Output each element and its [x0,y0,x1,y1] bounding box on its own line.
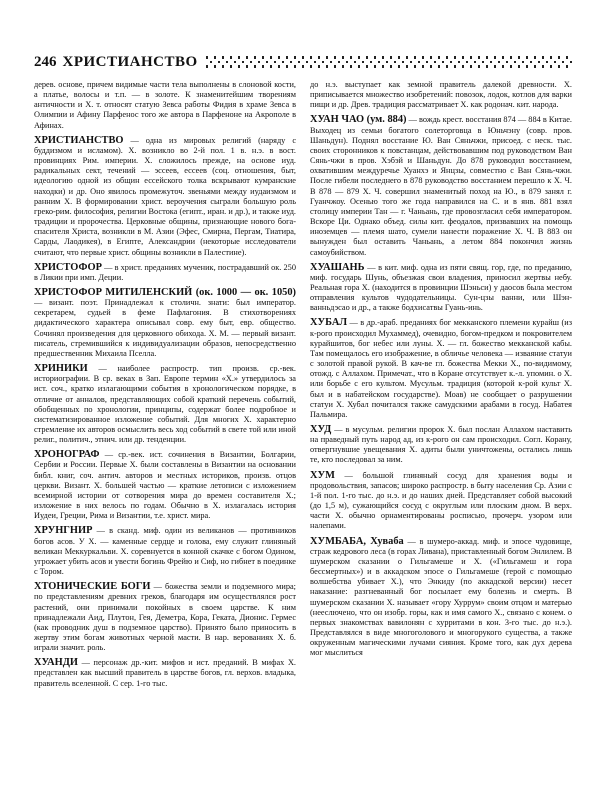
left-column [34,80,296,784]
entry-term: ХУАШАНЬ [310,261,365,273]
header-ornament [206,56,572,68]
entry-term: ХУМБАБА, Хуваба [310,535,404,547]
running-head: ХРИСТИАНСТВО [62,53,198,70]
entry-text: — визант. поэт. Принадлежал к столичн. знати: был император. секретарем, судьей в феме Пафлагония. В стихотворениях дидактического характера описывал совр. ему быт, евр. общество. Сочинял произведения для церковного обихода. Х. М. — первый визант. писатель, стремившийся к индивидуализации образов, непосредственно предшественник Михаила Пселла. [34,298,296,358]
entry-term: ХУМ [310,469,335,481]
text-columns [34,80,572,784]
entry-term: ХРИСТИАНСТВО [34,134,124,146]
dictionary-entry [310,425,572,466]
dictionary-entry [310,537,572,659]
page-header [34,52,572,72]
dictionary-entry [34,136,296,258]
entry-text: — ср.-век. ист. сочинения в Византии, Болгарии, Сербии и России. Первые Х. были составлены в Византии на основании библ. книг, соч. антич. авторов и местных историков, произв. отцов церкви. Визант. Х. большей частью — краткие летописи с изложением всемирной истории от сотворения мира до времен составителя Х.; изложение в них велось по годам. Обычно в Х. излагалась история Иудеи, Греции, Рима и Византии, т.е. христ. мира. [34,450,296,521]
dictionary-entry [34,526,296,577]
entry-text: — персонаж др.-кит. мифов и ист. преданий. В мифах Х. представлен как высший правитель в царстве богов, гл. верхов. владыка, правитель вселенной. С сер. 1-го тыс. [34,658,296,688]
entry-term: ХРИСТОФОР [34,261,102,273]
dictionary-entry [34,582,296,653]
page-number: 246 [34,53,57,70]
entry-term: ХРОНОГРАФ [34,449,100,461]
entry-term: ХУБАЛ [310,317,348,329]
dictionary-entry [310,115,572,257]
right-column [310,80,572,784]
entry-text: — в мусульм. религии пророк Х. был послан Аллахом наставить на праведный путь народ ад, из к-рого он сам происходил. Согл. Корану, отвергнувшие увещевания Х. адиты были уничтожены, остались лишь те, кто последовал за ним. [310,425,572,465]
entry-text: — вождь крест. восстания 874 — 884 в Китае. Выходец из семьи богатого солеторговца в Юньчэну (совр. пров. Шаньдун). Поднял восстание Ю. Ван Сяньчжи, присоед. с неск. тыс. своих сторонников к повстанцам, действовавшим под руководством Ван Сянь-чжи в пров. Хэбэй и Шаньдун. До 878 руководил восстанием, охватившим междуречье Хуанхэ и Янцзы, совместно с Ван Сянь-чжи. После гибели последнего в 878 руководство восстанием перешло к Х. Ч. В 878 — 879 Х. Ч. совершил знаменитый поход на Ю., в 879 занял г. Гуанчжоу. Осенью того же года направился на С. и в янв. 881 взял столицу империи Тан — г. Чаньань, где провозгласил себя императором. Вскоре Ци. Однако объед. силы кит. феодалов, призвавших на помощь иноземцев — племя шато, сумели нанести поражение Х. Ч. В 883 он вынужден был оставить Чаньань, а летом 884 покончил жизнь самоубийством. [310,115,572,257]
continuation-text: до н.э. выступает как земной правитель далекой древности. Х. приписывается множество изобретений: повозок, лодок, котлов для варки пищи и др. Древ. традиция рассматривает Х. как родонач. кит. народа. [310,80,572,110]
entry-term: ХУАНДИ [34,657,78,669]
entry-text: — одна из мировых религий (наряду с буддизмом и исламом). Х. возникло во 2-й пол. 1 в. н.э. в вост. провинциях Рим. империи. Х. сложилось прежде, на основе иуд. радикальных сект, течений — эссеев, ессеев (соц. отношения, быт, идеологию одной из общин ессейского толка вскрывают кумранские находки) и др. Оно явилось промежуточ. звеньями между иудаизмом и ранним Х. В формировании христ. вероучения сыграли большую роль греко-рим. философия, религии Востока (египт., иран. и др.), и также иуд. традиции и пророчества. Церковные общины, признающие нового бога-спасителя Христа, возникли в М. Азии (Эфес, Смирна, Пергам, Тиатира, Сарды, Лаодикея), в Египте, Александрии (некоторые исследователи считают, что первые христ. общины возникли в Палестине). [34,135,296,257]
entry-term: ХРИСТОФОР МИТИЛЕНСКИЙ (ок. 1000 — ок. 1050) [34,286,296,298]
continuation-text: дерев. основе, причем видимые части тела выполнены в слоновой кости, а платье, волосы и т.п. — в золоте. К знаменитейшим творениям античности и Х. т. относят статую Зевса работы Фидия в храме Зевса в Олимпии и Афину Парфенос того же автора в Парфеноне на Акрополе в Афинах. [34,80,296,130]
entry-text: — божества земли и подземного мира; по представлениям древних греков, благодаря им осуществлялся рост растений, они принимали покойных в своем царстве. К ним принадлежали Аид, Плутон, Гея, Деметра, Кора, Геката, Дионис. Гермес (как проводник душ в подземное царство). Принято было приносить в жертву этим богам животных черной масти. В нар. верованиях Х. б. играли значит. роль. [34,582,296,653]
entry-text: — наиболее распростр. тип произв. ср.-век. историографии. В ср. веках в Зап. Европе термин «Х.» утвердилось за ист. соч., кратко излагающими события в хронологическом порядке, в отличие от анналов, представляющих собой краткий перечень событий, обобщенных по хронологии, принципы, содержат более подробное и систематизированное изложение событий. Для многих Х. характерно стремление их авторов осмыслить весь ход событий в свете той или иной религ., политич., этнич. или др. тенденции. [34,364,296,445]
entry-text: — в шумеро-аккад. миф. и эпосе чудовище, страж кедрового леса (в горах Ливана), приставленный богом Энлилем. В шумерском сказании о Гильгамеше и Х. («Гильгамеш и гора бессмертных») и в аккадском эпосе о Гильгамеше (герой с помощью волшебства убивает Х.), что Энкиду (по аккадской версии) несет наказание: разгневанный бог посылает ему болезнь и смерть. В шумерском сказании Х. называет «гору Хуррум» своим отцом и матерью (нееслючено, что он изобр. горы, как и имя самого Х., связано с конем. о первых знакомствах вавилонян с хурритами в кон. 3-го тыс. до н.э.). Представлялся в виде многоголового и многорукого существа, а также окруженным магическими лучами сияния. Кроме того, как дух дерева мог мыслиться [310,536,572,658]
dictionary-entry [34,364,296,445]
dictionary-entry [310,471,572,532]
entry-text: — большой глиняный сосуд для хранения воды и продовольствия, запасов; широко распростр. в быту населения Ср. Азии с 1-й пол. 1-го тыс. до н.э. и до наших дней. Представляет собой высокий (до 1,5 м), сужающийся сосуд с округлым или плоским дном. В верх. части Х. обычно орнаментированы росписью, прочерч. узором или налепами. [310,470,572,531]
entry-term: ХУД [310,424,332,435]
dictionary-entry [34,450,296,521]
entry-term: ХУАН ЧАО (ум. 884) [310,114,407,126]
dictionary-entry [34,288,296,359]
entry-text: — в христ. преданиях мученик, пострадавший ок. 250 в Ликии при имп. Деции. [34,262,296,282]
dictionary-entry [310,318,572,420]
entry-term: ХРИНИКИ [34,363,88,375]
entry-text: — в сканд. миф. один из великанов — противников богов асов. У Х. — каменные сердце и голова, ему служит глиняный великан Меккуркальви. Х. соревнуется в конной скачке с богом Одином, угрожает убить асов и увести богинь Фрейю и Сиф, но гибнет в поединке с Тором. [34,526,296,577]
entry-term: ХРУНГНИР [34,525,93,537]
dictionary-entry [34,263,296,283]
dictionary-entry [34,658,296,688]
entry-text: — в кит. миф. одна из пяти свящ. гор, где, по преданию, миф. государь Шунь, объезжая свои владения, приносил жертвы небу. Реальная гора Х. (находится в провинции Шэньси) у даосов была местом отправления культов чудодательницы. Сун-цзы ванни, или Шэн-ванньдэсао и др., а также бодхисатвы Гуань-инь. [310,262,572,313]
entry-term: ХТОНИЧЕСКИЕ БОГИ [34,581,151,593]
dictionary-entry [310,263,572,314]
entry-text: — в др.-араб. преданиях бог мекканского племени курайш (из к-рого происходил Мухаммед), очевидно, богом-предком и покровителем курайшитов, бог небес или луны. Х. — гл. божество мекканской кабы. Там помещалось его изображение, в обличье человека — изваяние статуи с золотой правой рукой. В кач-ве гл. божества Мекки Х., по-видимому, отожд. с Аллахом. Примечат., что в Коране отсутствует к.-л. упомин. о Х. или борьбе с его культом. Мусульм. традиция (которой к-рой культ Х. был и в набатейском государстве). Моав) не сообщает о разрушении статуи Х. Хубал почитался также самудскими арабами в госуд. Набатея Пальмира. [310,318,572,419]
